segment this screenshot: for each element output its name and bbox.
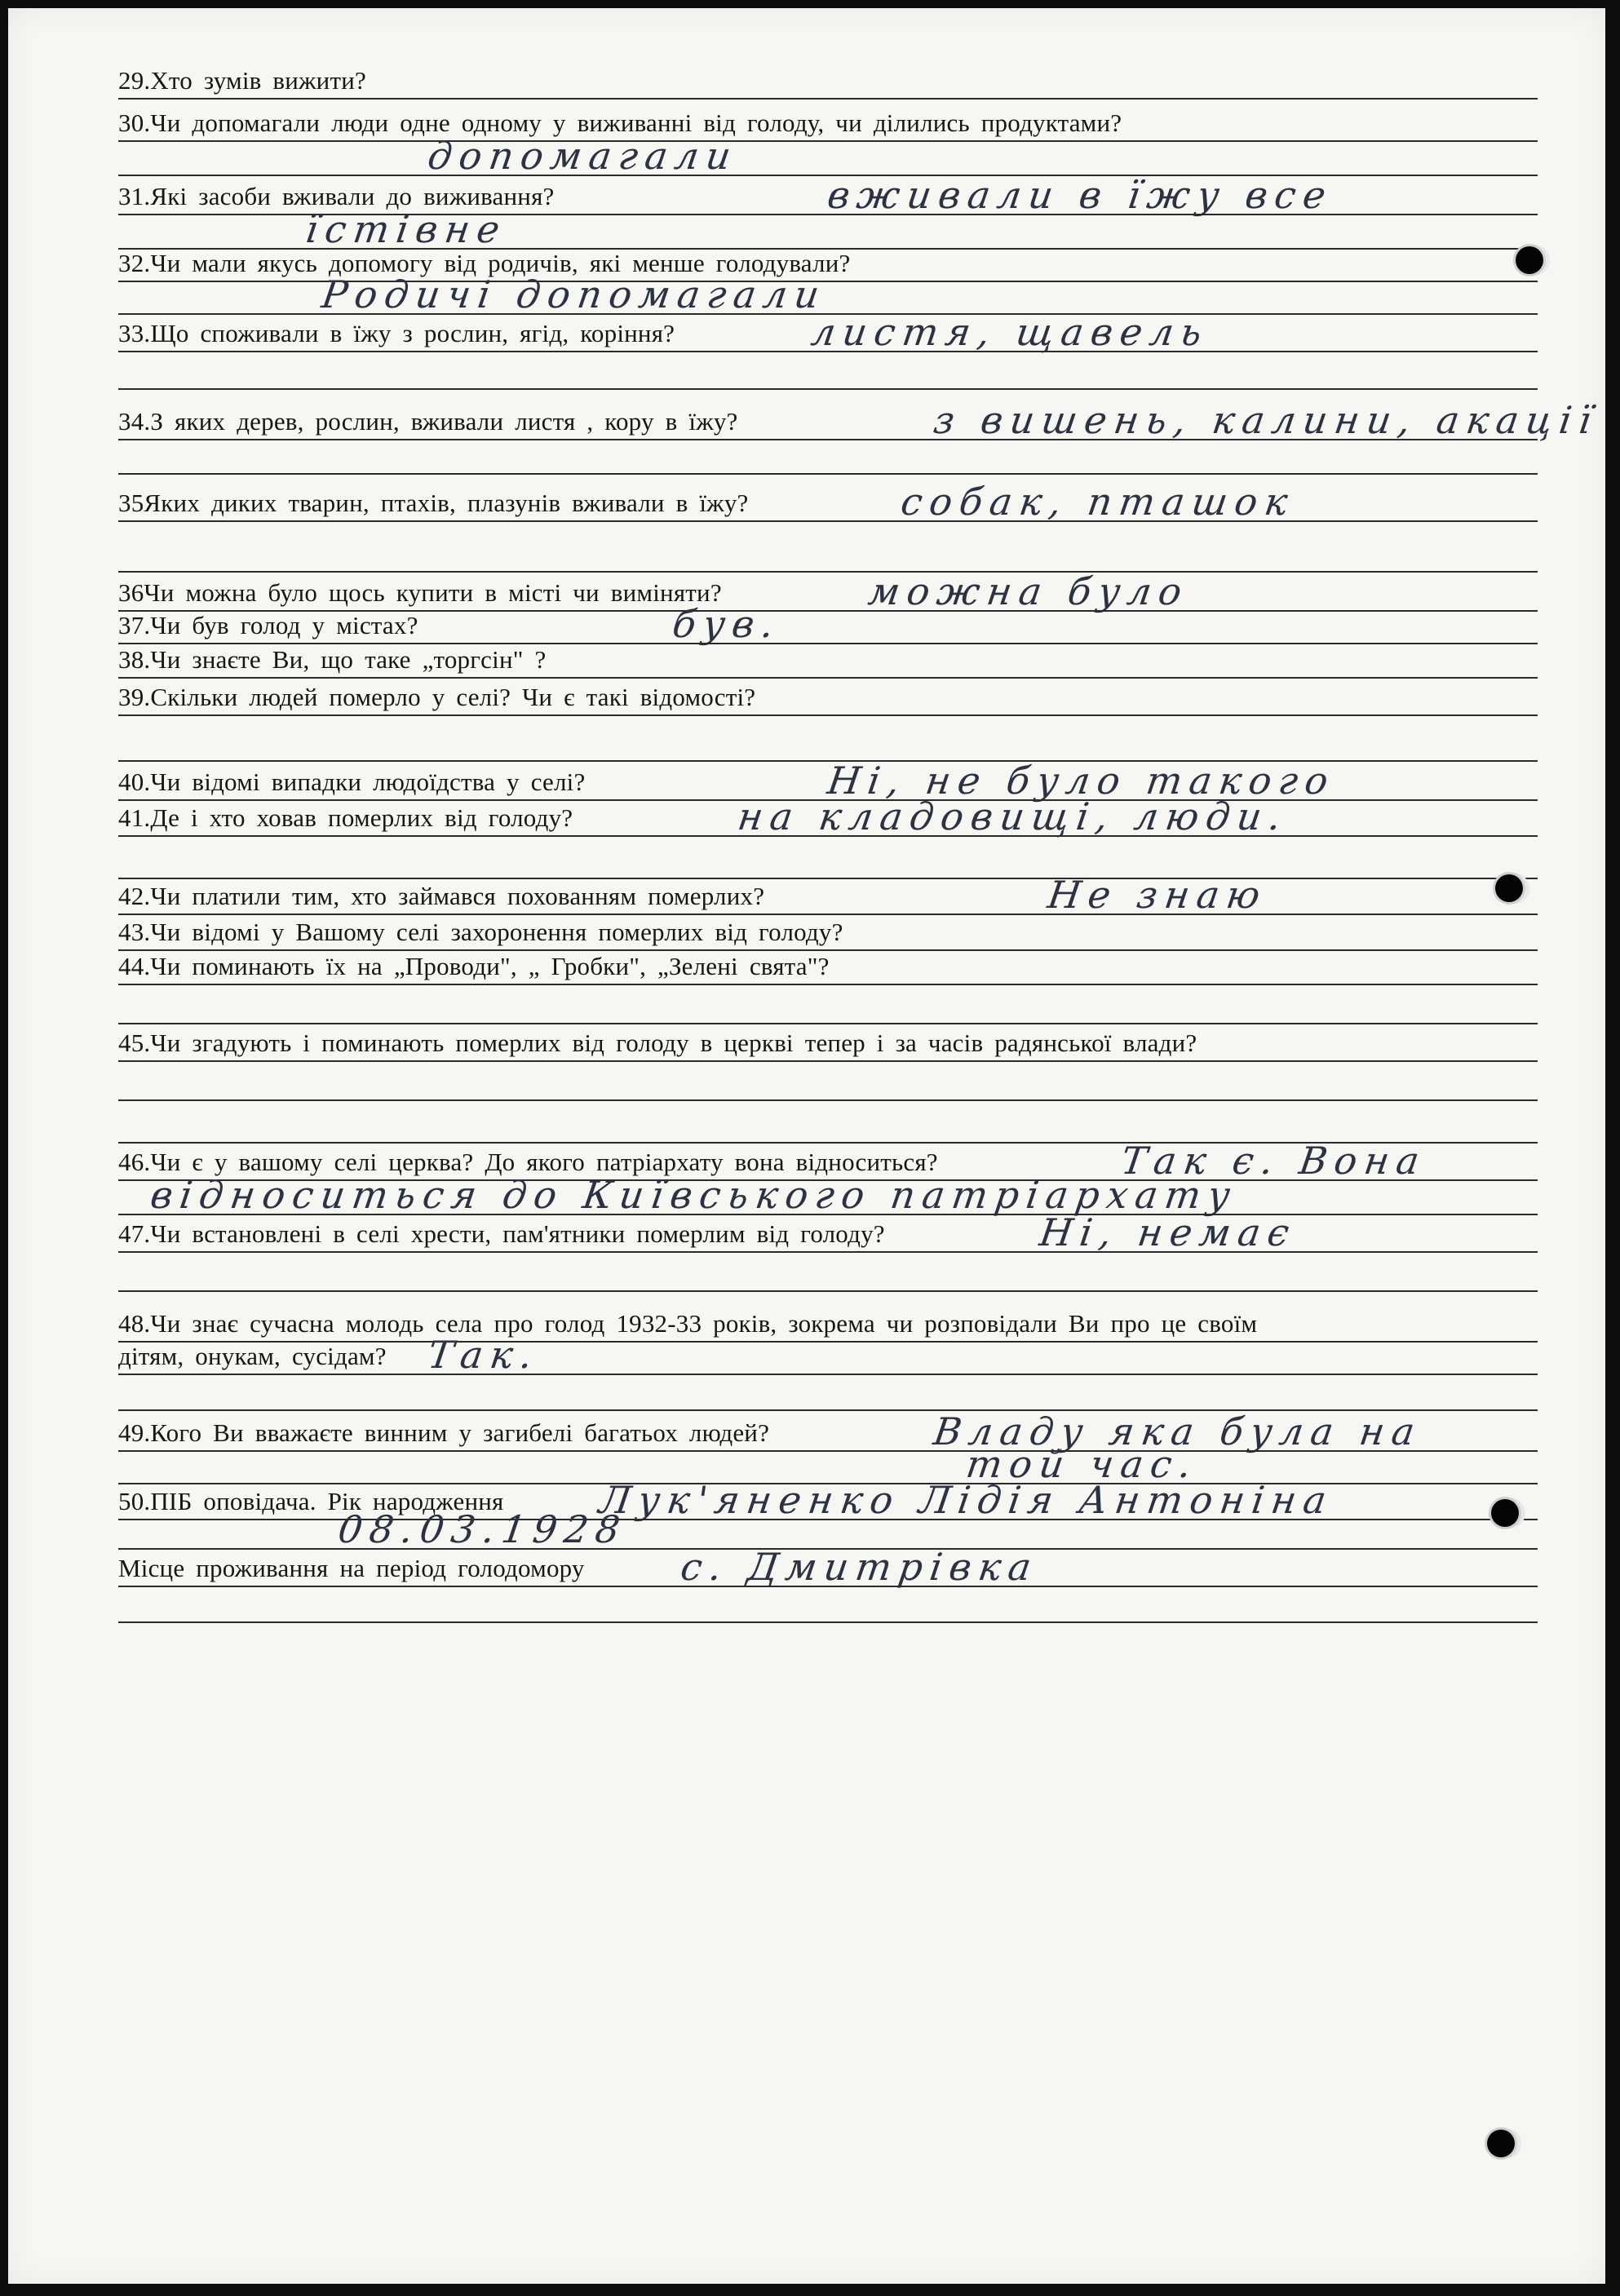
handwritten-answer: Лук'яненко Лідія Антоніна [596, 1478, 1337, 1522]
question-row [118, 1171, 1538, 1217]
question-row [118, 980, 1538, 1023]
handwritten-answer: собак, пташок [898, 480, 1298, 524]
question-row [118, 529, 1538, 571]
question-text: Місце проживання на період голодомору [118, 1554, 585, 1582]
question-row [118, 1099, 1538, 1142]
answer-line [118, 520, 1538, 522]
punch-hole [1487, 2130, 1515, 2157]
question-row [118, 718, 1538, 760]
question-row [118, 1367, 1538, 1409]
question-text: 46.Чи є у вашому селі церква? До якого патріархату вона відноситься? [118, 1148, 938, 1176]
handwritten-answer: Родичі допомагали [319, 272, 830, 316]
question-row [118, 1248, 1538, 1290]
handwritten-answer: Ні, немає [1037, 1210, 1299, 1254]
question-row [118, 1579, 1538, 1621]
question-text: 50.ПІБ оповідача. Рік народження [118, 1487, 504, 1515]
handwritten-answer: можна було [865, 569, 1193, 613]
handwritten-answer: відноситься до Київського патріархату [148, 1173, 1241, 1217]
question-text: 31.Які засоби вживали до виживання? [118, 182, 555, 210]
question-row [118, 1506, 1538, 1551]
handwritten-answer: 08.03.1928 [335, 1507, 631, 1551]
questionnaire-page [8, 8, 1605, 2284]
question-text: 32.Чи мали якусь допомогу від родичів, які менше голодували? [118, 249, 851, 277]
answer-line [118, 1290, 1538, 1292]
question-row [118, 672, 1538, 714]
question-text: 44.Чи поминають їх на „Проводи", „ Гробки", „Зелені свята"? [118, 952, 830, 980]
handwritten-answer: той час. [963, 1442, 1202, 1486]
handwritten-answer: листя, щавель [808, 310, 1212, 354]
question-row [118, 431, 1538, 473]
question-row [118, 793, 1538, 838]
question-text: 45.Чи згадують і поминають померлих від голоду в церкві тепер і за часів радянської влади? [118, 1029, 1197, 1057]
question-text: 29.Хто зумів вижити? [118, 66, 366, 95]
question-text: 43.Чи відомі у Вашому селі захоронення померлих від голоду? [118, 918, 843, 946]
answer-line [118, 473, 1538, 475]
handwritten-answer: їстівне [303, 207, 510, 251]
answer-line [118, 1621, 1538, 1623]
question-row [118, 1018, 1538, 1060]
question-text: 33.Що споживали в їжу з рослин, ягід, коріння? [118, 319, 675, 347]
handwritten-answer: допомагали [425, 134, 741, 178]
handwritten-answer: на кладовищі, люди. [735, 794, 1291, 838]
question-text: 49.Кого Ви вважаєте винним у загибелі багатьох людей? [118, 1418, 770, 1447]
question-text: 35Яких диких тварин, птахів, плазунів вживали в їжу? [118, 489, 749, 517]
handwritten-answer: з вишень, калини, акації [931, 398, 1602, 442]
handwritten-answer: був. [670, 602, 784, 646]
question-row [118, 271, 1538, 316]
answer-line [118, 388, 1538, 390]
handwritten-answer: вживали в їжу все [825, 173, 1336, 217]
question-text: 47.Чи встановлені в селі хрести, пам'ятники померлим від голоду? [118, 1219, 885, 1248]
question-text: 38.Чи знаєте Ви, що таке „торгсін" ? [118, 645, 547, 674]
question-text: дітям, онукам, сусідам? [118, 1342, 387, 1370]
answer-line [118, 714, 1538, 716]
question-text: 39.Скільки людей померло у селі? Чи є такі відомості? [118, 683, 756, 711]
punch-hole [1516, 246, 1543, 274]
handwritten-answer: Так є. Вона [1118, 1139, 1430, 1183]
question-row [118, 55, 1538, 98]
question-text: 34.З яких дерев, рослин, вживали листя , кору в їжу? [118, 407, 738, 436]
punch-hole [1491, 1499, 1519, 1527]
handwritten-answer: Владу яка була на [931, 1409, 1425, 1453]
handwritten-answer: с. Дмитрівка [678, 1545, 1042, 1589]
question-text: 30.Чи допомагали люди одне одному у виживанні від голоду, чи ділились продуктами? [118, 108, 1122, 137]
question-text: 37.Чи був голод у містах? [118, 611, 418, 639]
question-row [118, 132, 1538, 178]
question-row [118, 478, 1538, 524]
punch-hole [1495, 874, 1523, 902]
question-row [118, 346, 1538, 388]
question-text: 42.Чи платили тим, хто займався похованням померлих? [118, 882, 765, 910]
question-row [118, 941, 1538, 984]
handwritten-answer: Ні, не було такого [825, 759, 1339, 803]
question-text: 41.Де і хто ховав померлих від голоду? [118, 803, 573, 832]
question-row [118, 1209, 1538, 1254]
question-row [118, 635, 1538, 677]
question-row [118, 1057, 1538, 1099]
question-text: 48.Чи знає сучасна молодь села про голод 1932-33 років, зокрема чи розповідали Ви про це своїм [118, 1309, 1258, 1338]
handwritten-answer: Так. [425, 1333, 542, 1377]
handwritten-answer: Не знаю [1045, 873, 1271, 917]
question-text: 36Чи можна було щось купити в місті чи виміняти? [118, 578, 722, 607]
question-text: 40.Чи відомі випадки людоїдства у селі? [118, 768, 586, 796]
question-row [118, 308, 1538, 354]
